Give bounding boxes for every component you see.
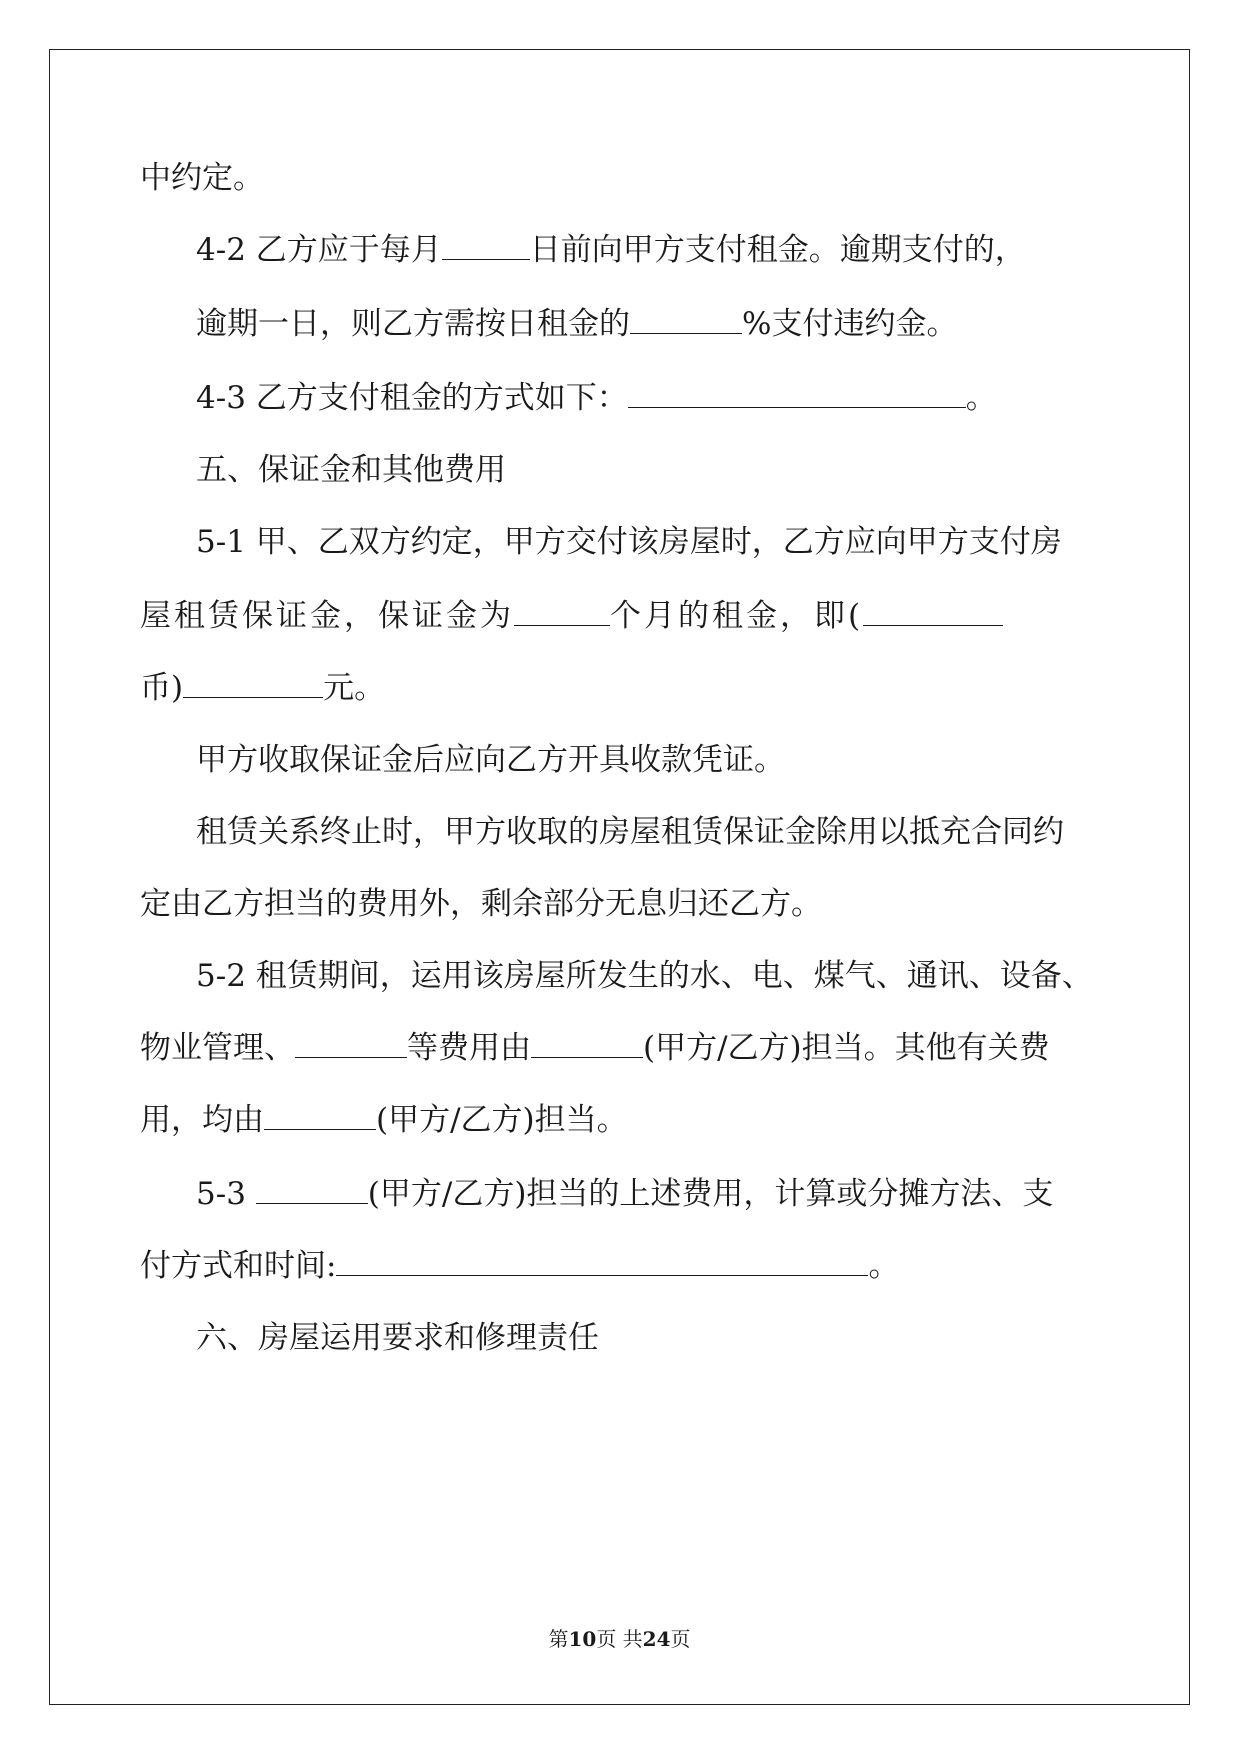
fill-blank (442, 235, 530, 260)
section-heading: 六、房屋运用要求和修理责任 (196, 1320, 599, 1356)
text-line: 物业管理、 等费用由 (甲方/乙方)担当。其他有关费 (140, 1030, 1050, 1066)
fill-blank (628, 383, 966, 408)
clause-5-1: 5-1 甲、乙双方约定，甲方交付该房屋时，乙方应向甲方支付房 (196, 524, 1062, 560)
text-line: 定由乙方担当的费用外，剩余部分无息归还乙方。 (140, 886, 822, 922)
text-line: 租赁关系终止时，甲方收取的房屋租赁保证金除用以抵充合同约 (196, 814, 1064, 850)
fill-blank (336, 1251, 868, 1276)
clause-5-2: 5-2 租赁期间，运用该房屋所发生的水、电、煤气、通讯、设备、 (196, 958, 1093, 994)
clause-5-3: 5-3 (甲方/乙方)担当的上述费用，计算或分摊方法、支 (196, 1176, 1054, 1212)
section-heading: 五、保证金和其他费用 (196, 452, 506, 488)
clause-4-3: 4-3 乙方支付租金的方式如下： 。 (196, 380, 997, 416)
text-line: 逾期一日，则乙方需按日租金的 %支付违约金。 (196, 306, 958, 342)
clause-4-2: 4-2 乙方应于每月 日前向甲方支付租金。逾期支付的， (196, 232, 1026, 268)
fill-blank (863, 601, 1003, 626)
fill-blank (630, 309, 742, 334)
fill-blank (295, 1033, 407, 1058)
fill-blank (531, 1033, 643, 1058)
text-line: 用，均由 (甲方/乙方)担当。 (140, 1102, 628, 1138)
text-line: 付方式和时间: 。 (140, 1248, 900, 1284)
fill-blank (514, 601, 610, 626)
fill-blank (264, 1105, 376, 1130)
page-number-footer: 第10页 共24页 (548, 1627, 691, 1651)
text-line: 甲方收取保证金后应向乙方开具收款凭证。 (196, 742, 785, 778)
document-page (49, 49, 1190, 1705)
text-line: 币) 元。 (140, 670, 386, 706)
fill-blank (183, 673, 323, 698)
fill-blank (256, 1179, 368, 1204)
text-line: 中约定。 (140, 160, 264, 196)
text-line: 屋租赁保证金，保证金为 个月的租金，即( (140, 596, 1003, 636)
